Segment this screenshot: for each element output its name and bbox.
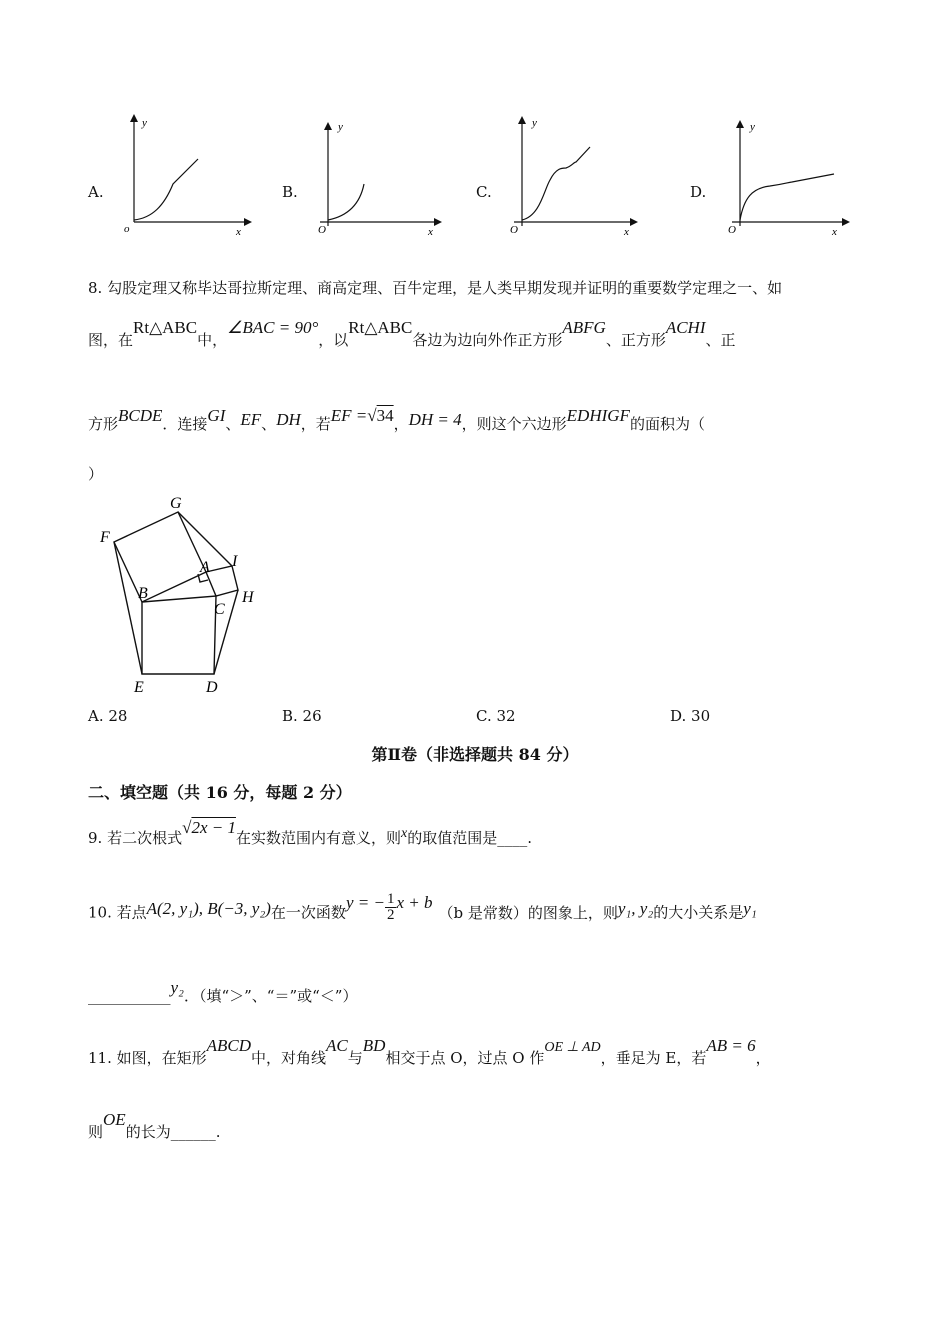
q7-graph-b — [312, 112, 442, 237]
square-achi — [206, 566, 238, 596]
q7-graph-a — [118, 112, 253, 237]
q9-line: 9. 若二次根式√2x − 1在实数范围内有意义，则x的取值范围是____. — [88, 818, 532, 847]
svg-text:F: F — [100, 529, 110, 546]
axis-y-label: y — [532, 117, 537, 129]
q7-curve-a — [134, 159, 198, 220]
origin-label: O — [728, 224, 736, 236]
axis-y-label: y — [142, 117, 147, 129]
axis-y-label: y — [750, 121, 755, 133]
origin-label: o — [124, 223, 130, 235]
q8-figure — [96, 490, 272, 700]
svg-text:G: G — [170, 495, 182, 512]
q8-line3: 方形BCDE．连接GI、EF、DH，若EF =√34，DH = 4，则这个六边形EDHIGF的面积为（ — [88, 406, 705, 433]
q7-graph-d — [722, 112, 852, 237]
q7-option-d-label: D. — [690, 183, 707, 201]
q10-line1: 10. 若点A(2, y₁), B(−3, y₂)在一次函数y = − $\frac{1}{2}$ x + b（b 是常数）的图象上，则y₁, y₂的大小关系是y₁ — [88, 891, 757, 923]
q8-line1: 8. 勾股定理又称毕达哥拉斯定理、商高定理、百牛定理，是人类早期发现并证明的重要数学定理之一、如 — [88, 279, 783, 297]
square-bcde — [142, 596, 216, 674]
axis-x-label: x — [236, 226, 241, 237]
svg-text:A: A — [200, 559, 210, 576]
q7-graph-c — [504, 112, 639, 237]
q7-option-b-label: B. — [282, 183, 298, 201]
origin-label: O — [510, 224, 518, 236]
q8-line4: ） — [88, 465, 104, 483]
q7-curve-c — [522, 147, 590, 220]
q10-line2: ___________y₂．（填“＞”、“＝”或“＜”） — [88, 978, 358, 1005]
q11-line1: 11. 如图，在矩形ABCD中，对角线AC与BD相交于点 O，过点 O 作OE ⊥ AD，垂足为 E，若AB = 6， — [88, 1036, 771, 1067]
q11-line2: 则OE的长为______. — [88, 1110, 221, 1141]
svg-text:D: D — [206, 679, 218, 696]
part2-title: 二、填空题（共 16 分，每题 2 分） — [88, 783, 352, 802]
q7-option-a-label: A. — [88, 183, 104, 201]
q7-curve-d — [740, 174, 834, 220]
axis-x-label: x — [624, 226, 629, 237]
axis-x-label: x — [832, 226, 837, 237]
svg-text:B: B — [138, 585, 148, 602]
q10-blank[interactable]: ___________ — [88, 987, 171, 1005]
q8-option-a: A. 28 — [88, 707, 128, 725]
svg-text:I: I — [232, 553, 238, 570]
q8-option-b: B. 26 — [282, 707, 322, 725]
axis-x-label: x — [428, 226, 433, 237]
q8-option-d: D. 30 — [670, 707, 711, 725]
q7-curve-b — [328, 184, 364, 220]
section2-title: 第Ⅱ卷（非选择题共 84 分） — [371, 745, 579, 764]
svg-text:H: H — [242, 589, 254, 606]
q8-line2: 图，在Rt△ABC中，∠BAC = 90°，以Rt△ABC各边为边向外作正方形ABFG、正方形ACHI、正 — [88, 318, 736, 349]
axis-y-label: y — [338, 121, 343, 133]
q7-option-c-label: C. — [476, 183, 492, 201]
svg-text:E: E — [134, 679, 144, 696]
svg-text:C: C — [214, 601, 225, 618]
q8-option-c: C. 32 — [476, 707, 516, 725]
origin-label: O — [318, 224, 326, 236]
